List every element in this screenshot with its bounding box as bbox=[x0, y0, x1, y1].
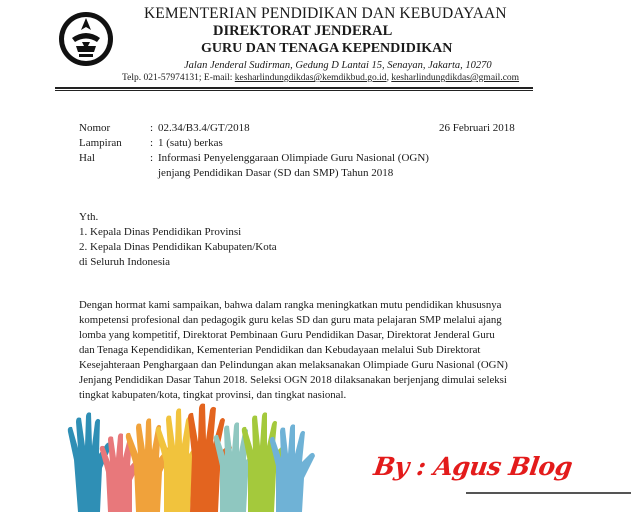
lampiran-value: 1 (satu) berkas bbox=[158, 137, 223, 149]
phone-text: Telp. 021-57974131; E-mail: bbox=[122, 73, 233, 83]
letterhead-rule-thick bbox=[55, 87, 533, 89]
division-title: GURU DAN TENAGA KEPENDIDIKAN bbox=[201, 41, 453, 56]
hal-value-line-1: Informasi Penyelenggaraan Olimpiade Guru Nasional (OGN) bbox=[158, 152, 429, 164]
paragraph-line: tingkat kabupaten/kota, tingkat provinsi, dan tingkat nasional. bbox=[79, 389, 347, 401]
paragraph-line: lomba yang kompetitif, Direktorat Pembinaan Guru Pendidikan Dasar, Direktorat Jenderal Guru bbox=[79, 329, 495, 341]
paragraph-line: Jenjang Pendidikan Dasar Tahun 2018. Seleksi OGN 2018 dilaksanakan berjenjang dimulai seleksi bbox=[79, 374, 507, 386]
recipient-line-3: di Seluruh Indonesia bbox=[79, 256, 171, 268]
email-link-1[interactable]: kesharlindungdikdas@kemdikbud.go.id bbox=[234, 73, 387, 83]
contact-line bbox=[122, 73, 519, 83]
lampiran-label: Lampiran bbox=[79, 137, 122, 149]
hal-value-line-2: jenjang Pendidikan Dasar (SD dan SMP) Tahun 2018 bbox=[158, 167, 394, 179]
paragraph-line: Kesejahteraan Penghargaan dan Pelindungan akan melaksanakan Olimpiade Guru Nasional (OGN) bbox=[79, 359, 508, 371]
email-link-2[interactable]: kesharlindungdikdas@gmail.com bbox=[391, 73, 520, 83]
email-separator: , bbox=[386, 73, 389, 83]
recipient-line-1: 1. Kepala Dinas Pendidikan Provinsi bbox=[79, 226, 242, 238]
nomor-colon: : bbox=[150, 122, 154, 134]
paragraph-line: kompetensi profesional dan pedagogik guru kelas SD dan guru mata pelajaran SMP melalui ajang bbox=[79, 314, 502, 326]
ministry-title: KEMENTERIAN PENDIDIKAN DAN KEBUDAYAAN bbox=[144, 5, 507, 22]
byline-underline bbox=[466, 492, 631, 494]
letterhead-rule-thin bbox=[55, 90, 533, 91]
raised-hands-illustration bbox=[60, 392, 360, 512]
directorate-title: DIREKTORAT JENDERAL bbox=[213, 23, 393, 39]
lampiran-colon: : bbox=[150, 137, 154, 149]
hal-colon: : bbox=[150, 152, 154, 164]
nomor-value: 02.34/B3.4/GT/2018 bbox=[158, 122, 250, 134]
hand-icon bbox=[270, 424, 315, 512]
nomor-label: Nomor bbox=[79, 122, 111, 134]
letter-date: 26 Februari 2018 bbox=[439, 122, 515, 134]
salutation: Yth. bbox=[79, 211, 99, 223]
office-address: Jalan Jenderal Sudirman, Gedung D Lantai 15, Senayan, Jakarta, 10270 bbox=[184, 60, 492, 71]
paragraph-line: Dengan hormat kami sampaikan, bahwa dalam rangka meningkatkan mutu pendidikan khususnya bbox=[79, 299, 502, 311]
byline-watermark: By : Agus Blog bbox=[371, 452, 574, 481]
paragraph-line: dan Tenaga Kependidikan, Kementerian Pendidikan dan Kebudayaan melalui Sub Direktorat bbox=[79, 344, 481, 356]
hal-label: Hal bbox=[79, 152, 95, 164]
tut-wuri-handayani-logo bbox=[57, 8, 115, 70]
recipient-line-2: 2. Kepala Dinas Pendidikan Kabupaten/Kota bbox=[79, 241, 277, 253]
